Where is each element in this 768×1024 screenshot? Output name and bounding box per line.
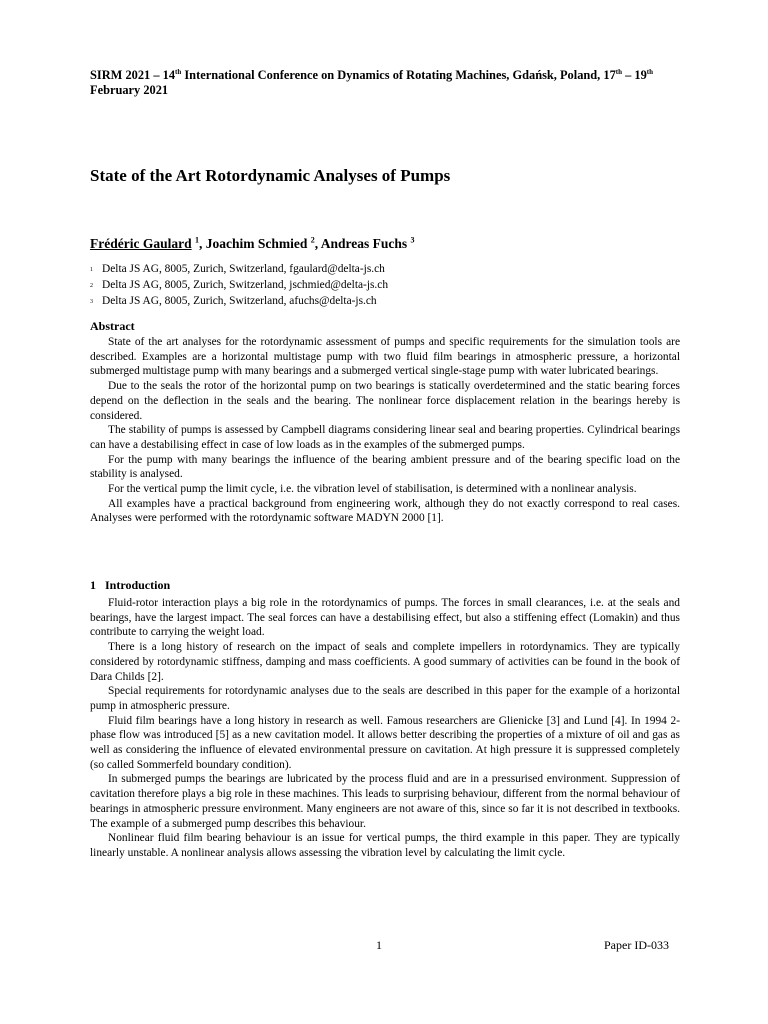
conference-text: – 19 [622,68,647,82]
introduction-paragraph: There is a long history of research on the impact of seals and complete impellers in rotordynamics. They are typically considered by rotordynamic stiffness, damping and mass coefficients. A good summary of activities can be found in the book of Dara Childs [2]. [90,641,680,683]
conference-text: International Conference on Dynamics of Rotating Machines, Gdańsk, Poland, 17 [181,68,616,82]
conference-text: February 2021 [90,83,169,97]
ordinal-suffix: th [615,67,622,76]
author-list [90,236,415,252]
author-affiliation-marker: 1 [194,235,199,245]
abstract-heading: Abstract [90,319,135,333]
introduction-heading [90,578,170,593]
affiliation-text: Delta JS AG, 8005, Zurich, Switzerland, afuchs@delta-js.ch [102,294,377,307]
introduction-paragraph: In submerged pumps the bearings are lubricated by the process fluid and are in a pressurised environment. Suppression of cavitation therefore plays a big role in these machines. This leads to surprising behaviour, different from the normal behaviour of bearings in atmospheric pressure environment. Many engineers are not aware of this, since so far it is not described in textbooks. The example of a submerged pump describes this behaviour. [90,773,680,830]
abstract-body [90,335,680,526]
affiliation-list [90,262,388,309]
affiliation-text: Delta JS AG, 8005, Zurich, Switzerland, jschmied@delta-js.ch [102,278,389,291]
introduction-body [90,596,680,861]
author-name: Joachim Schmied [205,236,308,251]
section-title: Introduction [105,578,171,592]
affiliation-text: Delta JS AG, 8005, Zurich, Switzerland, fgaulard@delta-js.ch [102,263,385,275]
affiliation-number: 2 [90,282,93,289]
paper-title: State of the Art Rotordynamic Analyses of Pumps [90,166,451,185]
affiliation-item [90,262,388,278]
introduction-paragraph: Fluid film bearings have a long history in research as well. Famous researchers are Glienicke [3] and Lund [4]. In 1994 2-phase flow was introduced [5] as a new cavitation model. It allows better describing the properties of a mixture of oil and gas as well as considering the influence of elevated environmental pressure on cavitation. At high pressure it is suppressed completely (so called Sommerfeld boundary condition). [90,714,680,771]
conference-text: SIRM 2021 – 14 [90,68,176,82]
separator: , [198,236,206,251]
affiliation-item [90,278,388,294]
author-affiliation-marker: 3 [410,235,415,245]
separator: , [314,236,321,251]
ordinal-suffix: th [175,67,182,76]
conference-header [90,68,682,98]
ordinal-suffix: th [646,67,654,76]
page-number: 1 [376,938,382,952]
affiliation-number: 1 [90,267,93,273]
introduction-paragraph: Fluid-rotor interaction plays a big role in the rotordynamics of pumps. The forces in small clearances, i.e. at the seals and bearings, have the largest impact. The seal forces can have a destabilising effect, but also a stiffening effect (Lomakin) and thus contribute to carrying the weight load. [90,597,680,639]
affiliation-item [90,294,388,310]
introduction-paragraph: Nonlinear fluid film bearing behaviour is an issue for vertical pumps, the third example in this paper. They are typically linearly unstable. A nonlinear analysis allows assessing the vibration level by calculating the limit cycle. [90,832,680,859]
paper-id: Paper ID-033 [604,938,669,952]
abstract-paragraph: For the vertical pump the limit cycle, i.e. the vibration level of stabilisation, is determined with a nonlinear analysis. [108,483,637,496]
section-number: 1 [90,578,96,592]
abstract-paragraph: For the pump with many bearings the influence of the bearing ambient pressure and of the bearing specific load on the stability is analysed. [90,453,680,481]
affiliation-number: 3 [90,298,93,305]
author-name: Andreas Fuchs [320,236,408,251]
abstract-paragraph: All examples have a practical background from engineering work, although they do not exactly correspond to real cases. Analyses were performed with the rotordynamic software MADYN 2000 [1]. [90,497,680,525]
abstract-paragraph: Due to the seals the rotor of the horizontal pump on two bearings is statically overdetermined and the static bearing forces depend on the deflection in the seals and the bearing. The nonlinear force displacement relation in the bearings hereby is considered. [90,380,680,422]
abstract-paragraph: State of the art analyses for the rotordynamic assessment of pumps and specific requirements for the simulation tools are described. Examples are a horizontal multistage pump with two fluid film bearings in atmospheric pressure, a horizontal submerged multistage pump with many bearings and a submerged vertical single-stage pump with water lubricated bearings. [90,336,680,378]
abstract-paragraph: The stability of pumps is assessed by Campbell diagrams considering linear seal and bearing properties. Cylindrical bearings can have a destabilising effect in case of low loads as in the examples of the submerged pumps. [90,424,680,451]
introduction-paragraph: Special requirements for rotordynamic analyses due to the seals are described in this paper for the example of a horizontal pump in atmospheric pressure. [90,685,680,712]
author-affiliation-marker: 2 [310,235,315,245]
author-name: Frédéric Gaulard [90,236,192,251]
